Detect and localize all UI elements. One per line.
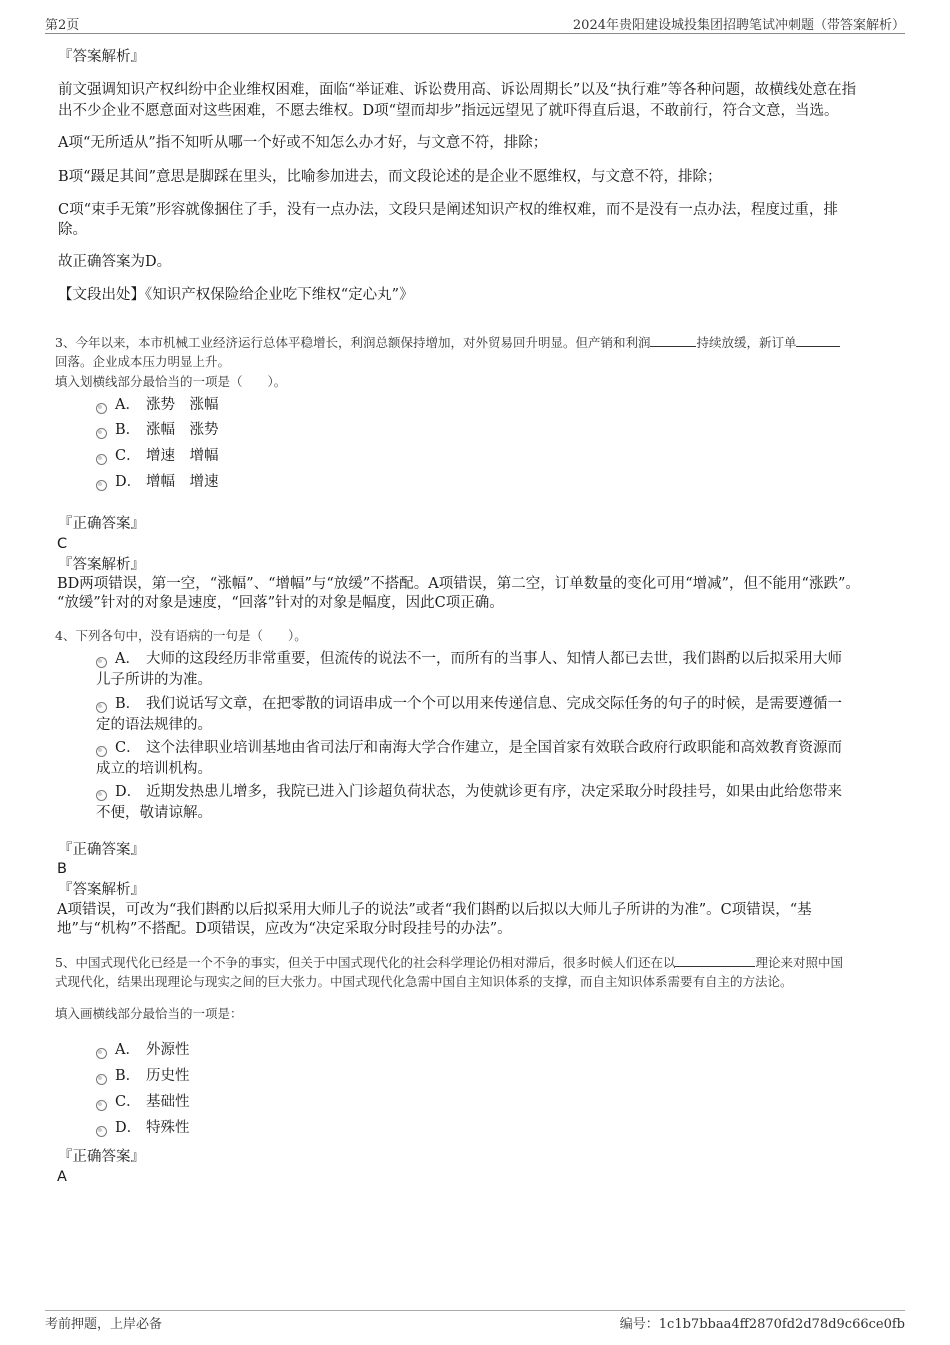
correct-answer: C [57,536,68,552]
question-5-stem: 5、中国式现代化已经是一个不争的事实，但关于中国式现代化的社会科学理论仍相对滞后，很多时候人们还在以 理论来对照中国 [55,952,843,973]
radio-icon[interactable] [96,790,107,801]
correct-answer: A [57,1169,67,1185]
question-3-stem-cont: 回落。企业成本压力明显上升。 [55,354,231,369]
radio-icon[interactable] [96,480,107,491]
radio-icon[interactable] [96,657,107,668]
radio-icon[interactable] [96,746,107,757]
document-id: 编号：1c1b7bbaa4ff2870fd2d78d9c66ce0fb [619,1317,905,1332]
radio-icon[interactable] [96,1100,107,1111]
correct-answer-label: 『正确答案』 [58,516,145,532]
radio-icon[interactable] [96,454,107,465]
analysis-option-b: B项“蹑足其间”意思是脚踩在里头，比喻参加进去，而文段论述的是企业不愿维权，与文意不符，排除； [58,169,722,185]
analysis-text-line: BD两项错误，第一空，“涨幅”、“增幅”与“放缓”不搭配。A项错误，第二空，订单数量的变化可用“增减”，但不能用“涨跌”。 [57,576,860,592]
question-5-prompt: 填入画横线部分最恰当的一项是： [55,1006,243,1021]
question-5-stem-cont: 式现代化，结果出现理论与现实之间的巨大张力。中国式现代化急需中国自主知识体系的支撑，而自主知识体系需要有自主的方法论。 [55,974,793,989]
blank [650,332,696,347]
radio-icon[interactable] [96,403,107,414]
q4-option-b[interactable]: B． 我们说话写文章，在把零散的词语串成一个个可以用来传递信息、完成交际任务的句子的时候，是需要遵循一 定的语法规律的。 [96,696,842,733]
q4-option-c[interactable]: C． 这个法律职业培训基地由省司法厅和南海大学合作建立，是全国首家有效联合政府行政职能和高效教育资源而 成立的培训机构。 [96,740,842,777]
header-divider [45,33,905,34]
correct-answer-label: 『正确答案』 [58,1149,145,1165]
q5-option-c[interactable]: C． 基础性 [96,1092,190,1113]
analysis-text-line: “放缓”针对的对象是速度，“回落”针对的对象是幅度，因此C项正确。 [57,595,504,611]
radio-icon[interactable] [96,1126,107,1137]
analysis-conclusion: 故正确答案为D。 [58,254,172,270]
page-number: 第2页 [45,18,80,33]
footer-divider [45,1310,905,1311]
radio-icon[interactable] [96,428,107,439]
question-4-stem: 4、下列各句中，没有语病的一句是（ ）。 [55,628,307,643]
radio-icon[interactable] [96,1048,107,1059]
q4-option-d[interactable]: D． 近期发热患儿增多，我院已进入门诊超负荷状态，为使就诊更有序，决定采取分时段挂号，如果由此给您带来 不便，敬请谅解。 [96,784,842,821]
q5-option-d[interactable]: D． 特殊性 [96,1118,190,1139]
analysis-text-line: A项错误，可改为“我们斟酌以后拟采用大师儿子的说法”或者“我们斟酌以后拟以大师儿子所讲的为准”。C项错误，“基 [57,902,812,918]
footer-slogan: 考前押题，上岸必备 [45,1317,163,1332]
q3-option-d[interactable]: D． 增幅 增速 [96,472,219,493]
q5-option-a[interactable]: A． 外源性 [96,1040,190,1061]
radio-icon[interactable] [96,702,107,713]
document-title: 2024年贵阳建设城投集团招聘笔试冲刺题（带答案解析） [572,18,905,33]
blank [796,332,840,347]
analysis-label: 『答案解析』 [58,557,145,573]
q4-option-a[interactable]: A． 大师的这段经历非常重要，但流传的说法不一，而所有的当事人、知情人都已去世，我们斟酌以后拟采用大师 儿子所讲的为准。 [96,651,842,688]
question-3-prompt: 填入划横线部分最恰当的一项是（ ）。 [55,374,287,389]
q3-option-c[interactable]: C． 增速 增幅 [96,446,219,467]
analysis-label: 『答案解析』 [58,882,145,898]
analysis-paragraph-line: 前文强调知识产权纠纷中企业维权困难，面临“举证难、诉讼费用高、诉讼周期长”以及“执行难”等各种问题，故横线处意在指 [58,82,857,98]
analysis-option-c: C项“束手无策”形容就像捆住了手，没有一点办法，文段只是阐述知识产权的维权难，而不是没有一点办法，程度过重，排 [58,202,838,218]
analysis-option-a: A项“无所适从”指不知听从哪一个好或不知怎么办才好，与文意不符，排除； [58,135,548,151]
radio-icon[interactable] [96,1074,107,1085]
q5-option-b[interactable]: B． 历史性 [96,1066,190,1087]
q3-option-a[interactable]: A． 涨势 涨幅 [96,395,219,416]
correct-answer-label: 『正确答案』 [58,842,145,858]
passage-source: 【文段出处】《知识产权保险给企业吃下维权“定心丸”》 [58,287,414,303]
analysis-option-c: 除。 [58,222,87,238]
blank [675,952,755,967]
correct-answer: B [57,861,67,877]
analysis-label: 『答案解析』 [58,49,145,65]
q3-option-b[interactable]: B． 涨幅 涨势 [96,420,219,441]
question-3-stem: 3、今年以来，本市机械工业经济运行总体平稳增长，利润总额保持增加，对外贸易回升明显。但产销和利润 持续放缓，新订单 [55,332,840,353]
analysis-paragraph-line: 出不少企业不愿意面对这些困难，不愿去维权。D项“望而却步”指远远望见了就吓得直后退，不敢前行，符合文意，当选。 [58,103,839,119]
analysis-text-line: 地”与“机构”不搭配。D项错误，应改为“决定采取分时段挂号的办法”。 [57,921,512,937]
